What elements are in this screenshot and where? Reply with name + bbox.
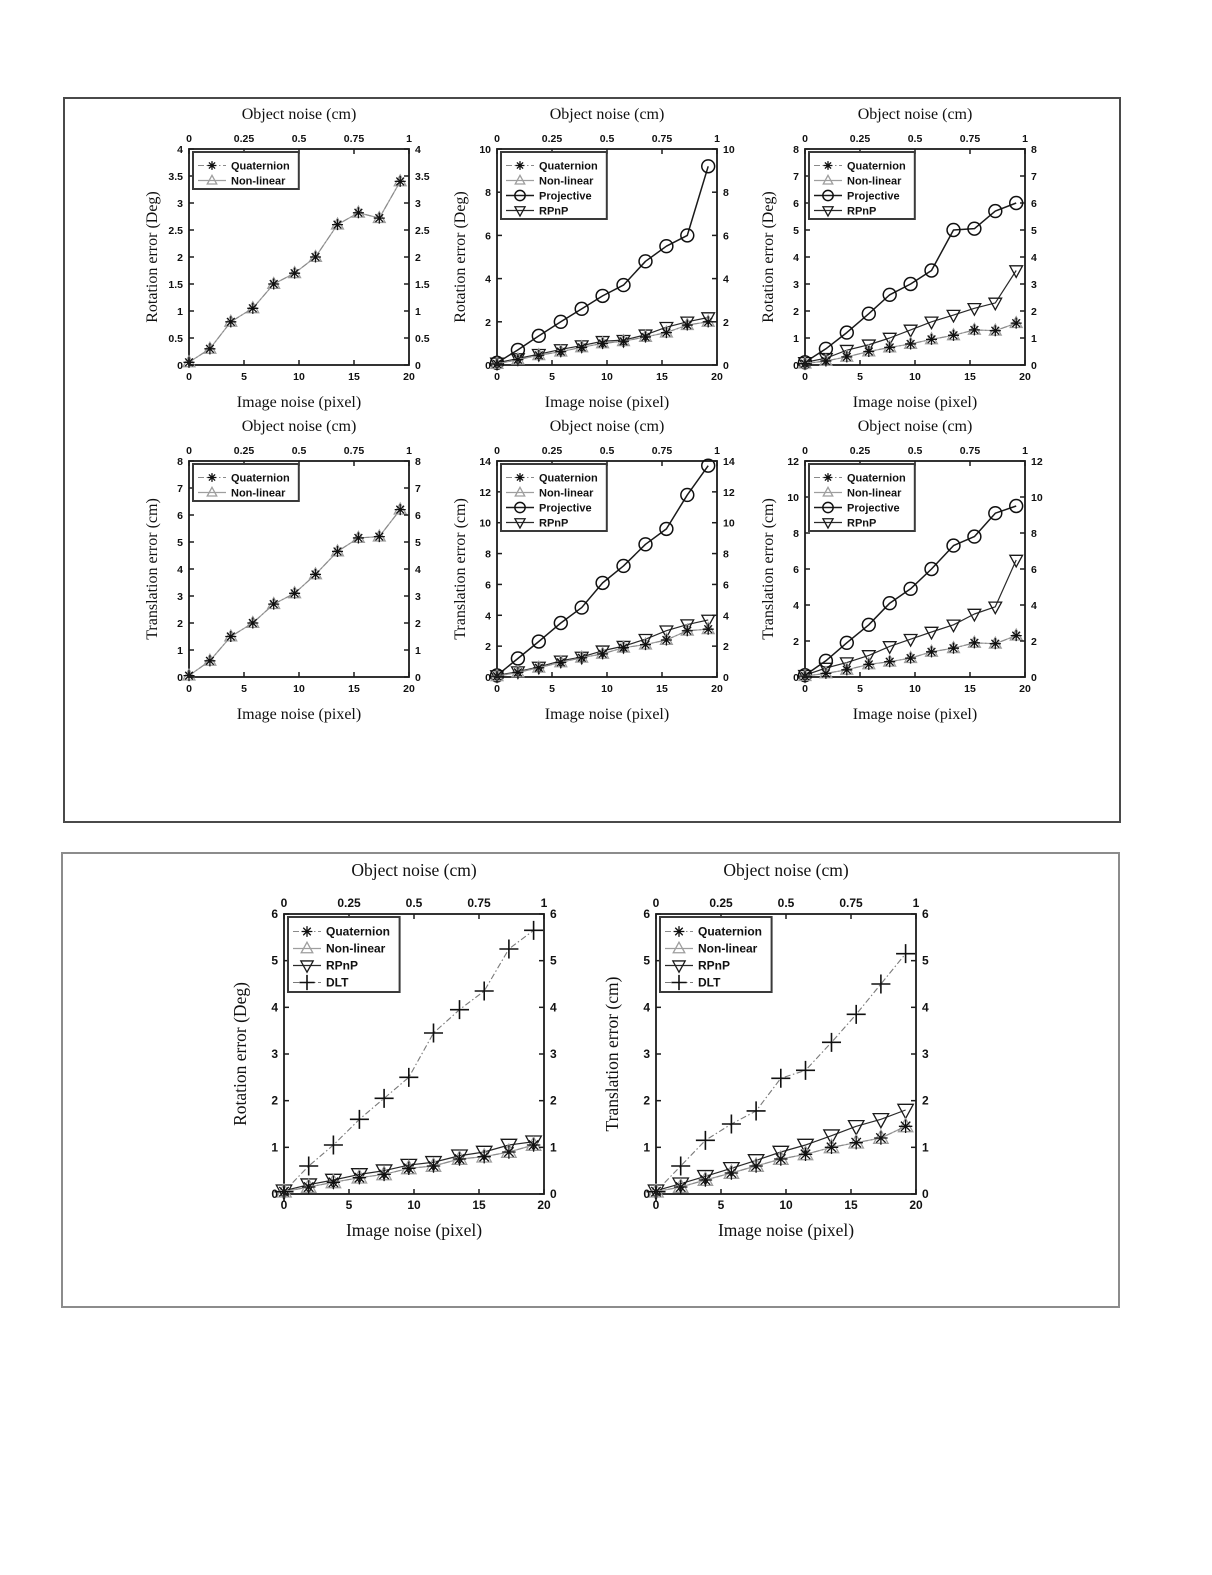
svg-text:0: 0 bbox=[1031, 360, 1037, 372]
svg-text:0.25: 0.25 bbox=[541, 133, 563, 145]
svg-text:1: 1 bbox=[714, 133, 720, 145]
svg-text:Image noise (pixel): Image noise (pixel) bbox=[852, 394, 978, 411]
svg-text:Object noise (cm): Object noise (cm) bbox=[549, 418, 665, 435]
svg-text:14: 14 bbox=[723, 456, 735, 468]
svg-text:Rotation error (Deg): Rotation error (Deg) bbox=[144, 191, 161, 323]
svg-text:6: 6 bbox=[485, 230, 491, 243]
svg-text:8: 8 bbox=[723, 548, 729, 561]
svg-text:RPnP: RPnP bbox=[847, 517, 877, 530]
svg-text:5: 5 bbox=[857, 683, 863, 695]
svg-text:Object noise (cm): Object noise (cm) bbox=[241, 418, 357, 435]
svg-text:0: 0 bbox=[186, 133, 192, 145]
svg-text:2.5: 2.5 bbox=[168, 225, 183, 237]
svg-text:4: 4 bbox=[793, 600, 799, 612]
svg-text:0: 0 bbox=[793, 360, 799, 372]
svg-text:1: 1 bbox=[415, 306, 421, 318]
svg-text:1: 1 bbox=[270, 1140, 278, 1155]
chart-canvas bbox=[759, 105, 1055, 417]
svg-text:3: 3 bbox=[415, 591, 421, 603]
svg-text:8: 8 bbox=[1031, 528, 1037, 540]
svg-text:0: 0 bbox=[1031, 672, 1037, 684]
svg-text:1: 1 bbox=[415, 645, 421, 657]
svg-text:Non-linear: Non-linear bbox=[231, 487, 286, 500]
svg-text:Quaternion: Quaternion bbox=[847, 472, 906, 485]
svg-text:Quaternion: Quaternion bbox=[231, 472, 290, 485]
svg-text:0.5: 0.5 bbox=[291, 445, 307, 457]
svg-text:6: 6 bbox=[723, 230, 729, 243]
chart-canvas bbox=[232, 862, 578, 1246]
svg-text:0.5: 0.5 bbox=[599, 133, 615, 145]
svg-text:3: 3 bbox=[921, 1047, 929, 1061]
chart-canvas bbox=[143, 105, 439, 417]
svg-text:0.5: 0.5 bbox=[907, 445, 923, 457]
svg-text:Projective: Projective bbox=[539, 502, 592, 515]
chart-rotation-error-quaternion-nonlinear bbox=[143, 105, 439, 417]
svg-text:0.25: 0.25 bbox=[233, 133, 255, 145]
svg-text:DLT: DLT bbox=[697, 975, 720, 990]
svg-text:4: 4 bbox=[485, 273, 491, 286]
svg-text:Projective: Projective bbox=[847, 190, 900, 203]
svg-text:Rotation error (Deg): Rotation error (Deg) bbox=[452, 191, 469, 323]
svg-text:6: 6 bbox=[485, 579, 491, 592]
svg-text:1: 1 bbox=[540, 896, 547, 910]
svg-text:0: 0 bbox=[494, 683, 500, 695]
svg-text:2: 2 bbox=[270, 1093, 278, 1108]
svg-text:6: 6 bbox=[921, 907, 929, 921]
svg-text:2: 2 bbox=[549, 1093, 557, 1108]
svg-text:0.25: 0.25 bbox=[336, 896, 361, 910]
svg-text:2: 2 bbox=[793, 306, 799, 318]
svg-text:0: 0 bbox=[415, 360, 421, 372]
svg-text:3.5: 3.5 bbox=[415, 171, 430, 183]
svg-text:1: 1 bbox=[406, 133, 412, 145]
svg-text:0.25: 0.25 bbox=[708, 896, 733, 910]
svg-text:20: 20 bbox=[536, 1198, 551, 1212]
svg-text:4: 4 bbox=[723, 273, 729, 286]
svg-text:6: 6 bbox=[415, 510, 421, 522]
figure-panel-top bbox=[63, 97, 1121, 823]
svg-text:0: 0 bbox=[921, 1187, 929, 1201]
svg-text:Quaternion: Quaternion bbox=[231, 160, 290, 173]
svg-text:RPnP: RPnP bbox=[539, 205, 569, 218]
svg-text:0.25: 0.25 bbox=[849, 445, 871, 457]
svg-text:20: 20 bbox=[403, 371, 415, 383]
svg-text:Translation error (cm): Translation error (cm) bbox=[144, 498, 161, 640]
svg-text:0: 0 bbox=[652, 896, 659, 910]
svg-text:1: 1 bbox=[793, 333, 799, 345]
svg-text:0.5: 0.5 bbox=[168, 333, 183, 345]
svg-text:0: 0 bbox=[280, 1198, 287, 1212]
svg-text:6: 6 bbox=[177, 510, 183, 522]
svg-text:4: 4 bbox=[793, 252, 799, 264]
svg-text:Image noise (pixel): Image noise (pixel) bbox=[544, 394, 670, 411]
svg-text:Projective: Projective bbox=[539, 190, 592, 203]
svg-text:Quaternion: Quaternion bbox=[539, 472, 598, 485]
svg-text:3.5: 3.5 bbox=[168, 171, 183, 183]
svg-text:Object noise (cm): Object noise (cm) bbox=[857, 418, 973, 435]
svg-text:2: 2 bbox=[921, 1093, 929, 1108]
svg-text:Image noise (pixel): Image noise (pixel) bbox=[852, 706, 978, 723]
svg-text:15: 15 bbox=[843, 1198, 858, 1212]
svg-text:0: 0 bbox=[793, 672, 799, 684]
svg-text:3: 3 bbox=[177, 198, 183, 210]
svg-text:10: 10 bbox=[1031, 492, 1043, 504]
svg-text:10: 10 bbox=[909, 683, 921, 695]
svg-text:0: 0 bbox=[549, 1187, 557, 1201]
svg-text:0: 0 bbox=[494, 371, 500, 383]
chart-translation-error-with-projective-a bbox=[451, 417, 747, 729]
svg-text:Object noise (cm): Object noise (cm) bbox=[241, 106, 357, 123]
svg-text:5: 5 bbox=[415, 537, 421, 549]
svg-text:15: 15 bbox=[964, 371, 976, 383]
svg-text:0.75: 0.75 bbox=[343, 445, 365, 457]
svg-text:4: 4 bbox=[415, 564, 421, 576]
svg-text:1: 1 bbox=[406, 445, 412, 457]
svg-text:3: 3 bbox=[793, 279, 799, 291]
svg-text:0: 0 bbox=[186, 371, 192, 383]
svg-text:8: 8 bbox=[793, 144, 799, 156]
svg-text:12: 12 bbox=[1031, 456, 1043, 468]
svg-text:14: 14 bbox=[479, 456, 491, 468]
svg-text:Image noise (pixel): Image noise (pixel) bbox=[236, 706, 362, 723]
svg-text:4: 4 bbox=[1031, 600, 1037, 612]
svg-text:0.25: 0.25 bbox=[849, 133, 871, 145]
svg-text:Object noise (cm): Object noise (cm) bbox=[722, 862, 849, 880]
svg-text:0: 0 bbox=[652, 1198, 659, 1212]
chart-rotation-error-with-projective-a bbox=[451, 105, 747, 417]
svg-text:15: 15 bbox=[656, 683, 668, 695]
svg-text:1: 1 bbox=[642, 1140, 650, 1155]
svg-text:1: 1 bbox=[177, 306, 183, 318]
svg-text:15: 15 bbox=[964, 683, 976, 695]
svg-text:Image noise (pixel): Image noise (pixel) bbox=[236, 394, 362, 411]
svg-text:0.75: 0.75 bbox=[959, 133, 981, 145]
svg-text:Translation error (cm): Translation error (cm) bbox=[603, 976, 622, 1132]
svg-text:RPnP: RPnP bbox=[539, 517, 569, 530]
svg-text:5: 5 bbox=[857, 371, 863, 383]
svg-text:6: 6 bbox=[642, 907, 650, 921]
chart-canvas bbox=[451, 105, 747, 417]
svg-text:0: 0 bbox=[642, 1187, 650, 1201]
svg-text:Object noise (cm): Object noise (cm) bbox=[549, 106, 665, 123]
svg-text:2: 2 bbox=[642, 1093, 650, 1108]
svg-text:0: 0 bbox=[802, 133, 808, 145]
svg-text:4: 4 bbox=[485, 610, 491, 623]
svg-text:Non-linear: Non-linear bbox=[847, 487, 902, 500]
svg-text:Image noise (pixel): Image noise (pixel) bbox=[345, 1220, 482, 1240]
svg-text:2: 2 bbox=[723, 316, 729, 329]
svg-text:4: 4 bbox=[177, 144, 183, 156]
svg-text:1: 1 bbox=[549, 1140, 557, 1155]
chart-canvas bbox=[759, 417, 1055, 729]
chart-canvas bbox=[451, 417, 747, 729]
svg-text:0: 0 bbox=[802, 371, 808, 383]
svg-text:20: 20 bbox=[403, 683, 415, 695]
svg-text:5: 5 bbox=[549, 683, 555, 695]
svg-text:1: 1 bbox=[1022, 133, 1028, 145]
svg-text:3: 3 bbox=[549, 1047, 557, 1061]
svg-text:8: 8 bbox=[1031, 144, 1037, 156]
svg-text:Quaternion: Quaternion bbox=[539, 160, 598, 173]
svg-text:7: 7 bbox=[1031, 171, 1037, 183]
svg-text:2: 2 bbox=[177, 252, 183, 264]
svg-text:3: 3 bbox=[270, 1047, 278, 1061]
svg-text:1: 1 bbox=[714, 445, 720, 457]
svg-text:0: 0 bbox=[415, 672, 421, 684]
svg-text:RPnP: RPnP bbox=[325, 958, 358, 973]
svg-text:0: 0 bbox=[485, 360, 491, 372]
svg-text:1: 1 bbox=[912, 896, 919, 910]
svg-text:0: 0 bbox=[186, 683, 192, 695]
charts-grid-top bbox=[65, 99, 1119, 729]
svg-text:0: 0 bbox=[494, 445, 500, 457]
svg-text:Quaternion: Quaternion bbox=[847, 160, 906, 173]
svg-text:0: 0 bbox=[485, 672, 491, 684]
svg-text:10: 10 bbox=[601, 371, 613, 383]
svg-text:4: 4 bbox=[415, 144, 421, 156]
svg-text:3: 3 bbox=[642, 1047, 650, 1061]
svg-text:0.25: 0.25 bbox=[541, 445, 563, 457]
svg-text:12: 12 bbox=[723, 486, 735, 499]
svg-text:3: 3 bbox=[415, 198, 421, 210]
svg-text:Quaternion: Quaternion bbox=[325, 924, 390, 939]
svg-text:Non-linear: Non-linear bbox=[539, 487, 594, 500]
svg-text:2: 2 bbox=[1031, 306, 1037, 318]
svg-text:10: 10 bbox=[909, 371, 921, 383]
svg-text:20: 20 bbox=[1019, 683, 1031, 695]
svg-text:7: 7 bbox=[415, 483, 421, 495]
svg-text:15: 15 bbox=[656, 371, 668, 383]
svg-text:10: 10 bbox=[778, 1198, 793, 1212]
svg-text:1: 1 bbox=[177, 645, 183, 657]
svg-text:6: 6 bbox=[793, 198, 799, 210]
svg-text:0.5: 0.5 bbox=[777, 896, 794, 910]
svg-text:10: 10 bbox=[723, 144, 735, 156]
svg-text:0: 0 bbox=[802, 683, 808, 695]
svg-text:0: 0 bbox=[723, 360, 729, 372]
svg-text:Object noise (cm): Object noise (cm) bbox=[857, 106, 973, 123]
svg-text:10: 10 bbox=[723, 517, 735, 530]
svg-text:8: 8 bbox=[415, 456, 421, 468]
chart-translation-error-with-dlt bbox=[604, 862, 950, 1246]
svg-text:0: 0 bbox=[802, 445, 808, 457]
svg-text:0.75: 0.75 bbox=[466, 896, 491, 910]
svg-text:8: 8 bbox=[793, 528, 799, 540]
svg-text:5: 5 bbox=[270, 953, 278, 968]
svg-text:1.5: 1.5 bbox=[415, 279, 430, 291]
svg-text:8: 8 bbox=[485, 548, 491, 561]
svg-text:15: 15 bbox=[348, 683, 360, 695]
svg-text:2: 2 bbox=[415, 618, 421, 630]
chart-rotation-error-with-projective-b bbox=[759, 105, 1055, 417]
svg-text:5: 5 bbox=[793, 225, 799, 237]
svg-text:Non-linear: Non-linear bbox=[539, 175, 594, 188]
svg-text:20: 20 bbox=[908, 1198, 923, 1212]
svg-text:Image noise (pixel): Image noise (pixel) bbox=[544, 706, 670, 723]
svg-text:2: 2 bbox=[485, 641, 491, 654]
svg-text:Translation error (cm): Translation error (cm) bbox=[760, 498, 777, 640]
svg-text:20: 20 bbox=[711, 371, 723, 383]
svg-text:0.75: 0.75 bbox=[343, 133, 365, 145]
svg-text:1: 1 bbox=[921, 1140, 929, 1155]
svg-text:20: 20 bbox=[1019, 371, 1031, 383]
svg-text:Non-linear: Non-linear bbox=[231, 175, 286, 188]
svg-text:5: 5 bbox=[241, 683, 247, 695]
svg-text:5: 5 bbox=[345, 1198, 352, 1212]
chart-rotation-error-with-dlt bbox=[232, 862, 578, 1246]
svg-text:4: 4 bbox=[642, 1000, 650, 1015]
svg-text:4: 4 bbox=[921, 1000, 929, 1015]
svg-text:20: 20 bbox=[711, 683, 723, 695]
svg-text:0: 0 bbox=[280, 896, 287, 910]
svg-text:2: 2 bbox=[1031, 636, 1037, 648]
svg-text:5: 5 bbox=[177, 537, 183, 549]
chart-translation-error-with-projective-b bbox=[759, 417, 1055, 729]
svg-text:15: 15 bbox=[348, 371, 360, 383]
svg-text:10: 10 bbox=[293, 371, 305, 383]
svg-text:6: 6 bbox=[549, 907, 557, 921]
svg-text:5: 5 bbox=[241, 371, 247, 383]
figure-panel-bottom bbox=[61, 852, 1120, 1308]
svg-text:RPnP: RPnP bbox=[697, 958, 730, 973]
svg-text:Non-linear: Non-linear bbox=[697, 941, 757, 956]
svg-text:0.5: 0.5 bbox=[415, 333, 430, 345]
svg-text:10: 10 bbox=[787, 492, 799, 504]
svg-text:6: 6 bbox=[270, 907, 278, 921]
svg-text:Quaternion: Quaternion bbox=[697, 924, 762, 939]
svg-text:5: 5 bbox=[717, 1198, 724, 1212]
svg-text:6: 6 bbox=[1031, 198, 1037, 210]
chart-canvas bbox=[604, 862, 950, 1246]
svg-text:10: 10 bbox=[479, 517, 491, 530]
svg-text:Non-linear: Non-linear bbox=[847, 175, 902, 188]
chart-translation-error-quaternion-nonlinear bbox=[143, 417, 439, 729]
svg-text:4: 4 bbox=[270, 1000, 278, 1015]
svg-text:3: 3 bbox=[1031, 279, 1037, 291]
svg-text:Non-linear: Non-linear bbox=[325, 941, 385, 956]
svg-text:Rotation error (Deg): Rotation error (Deg) bbox=[760, 191, 777, 323]
svg-text:1: 1 bbox=[1022, 445, 1028, 457]
svg-text:5: 5 bbox=[549, 371, 555, 383]
svg-text:4: 4 bbox=[177, 564, 183, 576]
svg-text:0.5: 0.5 bbox=[599, 445, 615, 457]
svg-text:8: 8 bbox=[485, 187, 491, 200]
svg-text:Translation error (cm): Translation error (cm) bbox=[452, 498, 469, 640]
svg-text:6: 6 bbox=[723, 579, 729, 592]
svg-text:0.5: 0.5 bbox=[907, 133, 923, 145]
svg-text:2: 2 bbox=[177, 618, 183, 630]
svg-text:4: 4 bbox=[723, 610, 729, 623]
svg-text:10: 10 bbox=[479, 144, 491, 156]
svg-text:5: 5 bbox=[921, 953, 929, 968]
svg-text:3: 3 bbox=[177, 591, 183, 603]
svg-text:1.5: 1.5 bbox=[168, 279, 183, 291]
svg-text:0: 0 bbox=[177, 360, 183, 372]
svg-text:0.5: 0.5 bbox=[405, 896, 422, 910]
svg-text:RPnP: RPnP bbox=[847, 205, 877, 218]
svg-text:DLT: DLT bbox=[325, 975, 348, 990]
svg-text:12: 12 bbox=[787, 456, 799, 468]
svg-text:10: 10 bbox=[406, 1198, 421, 1212]
svg-text:10: 10 bbox=[601, 683, 613, 695]
svg-text:0: 0 bbox=[186, 445, 192, 457]
charts-row-bottom bbox=[63, 854, 1118, 1246]
svg-text:0.75: 0.75 bbox=[838, 896, 863, 910]
svg-text:0.5: 0.5 bbox=[291, 133, 307, 145]
svg-text:12: 12 bbox=[479, 486, 491, 499]
svg-text:2: 2 bbox=[485, 316, 491, 329]
svg-text:7: 7 bbox=[793, 171, 799, 183]
svg-text:Rotation error (Deg): Rotation error (Deg) bbox=[231, 982, 250, 1126]
svg-text:2.5: 2.5 bbox=[415, 225, 430, 237]
svg-text:6: 6 bbox=[1031, 564, 1037, 576]
svg-text:4: 4 bbox=[549, 1000, 557, 1015]
svg-text:Image noise (pixel): Image noise (pixel) bbox=[717, 1220, 854, 1240]
svg-text:0: 0 bbox=[723, 672, 729, 684]
svg-text:6: 6 bbox=[793, 564, 799, 576]
svg-text:0.25: 0.25 bbox=[233, 445, 255, 457]
svg-text:8: 8 bbox=[177, 456, 183, 468]
svg-text:2: 2 bbox=[793, 636, 799, 648]
chart-canvas bbox=[143, 417, 439, 729]
svg-text:2: 2 bbox=[415, 252, 421, 264]
svg-text:2: 2 bbox=[723, 641, 729, 654]
svg-text:0: 0 bbox=[177, 672, 183, 684]
svg-text:4: 4 bbox=[1031, 252, 1037, 264]
svg-text:Object noise (cm): Object noise (cm) bbox=[350, 862, 477, 880]
svg-text:5: 5 bbox=[549, 953, 557, 968]
svg-text:0: 0 bbox=[270, 1187, 278, 1201]
svg-text:5: 5 bbox=[1031, 225, 1037, 237]
svg-text:1: 1 bbox=[1031, 333, 1037, 345]
svg-text:0.75: 0.75 bbox=[651, 445, 673, 457]
svg-text:10: 10 bbox=[293, 683, 305, 695]
svg-text:Projective: Projective bbox=[847, 502, 900, 515]
svg-text:0.75: 0.75 bbox=[959, 445, 981, 457]
svg-text:8: 8 bbox=[723, 187, 729, 200]
svg-text:7: 7 bbox=[177, 483, 183, 495]
svg-text:0: 0 bbox=[494, 133, 500, 145]
svg-text:0.75: 0.75 bbox=[651, 133, 673, 145]
svg-text:15: 15 bbox=[471, 1198, 486, 1212]
svg-text:5: 5 bbox=[642, 953, 650, 968]
